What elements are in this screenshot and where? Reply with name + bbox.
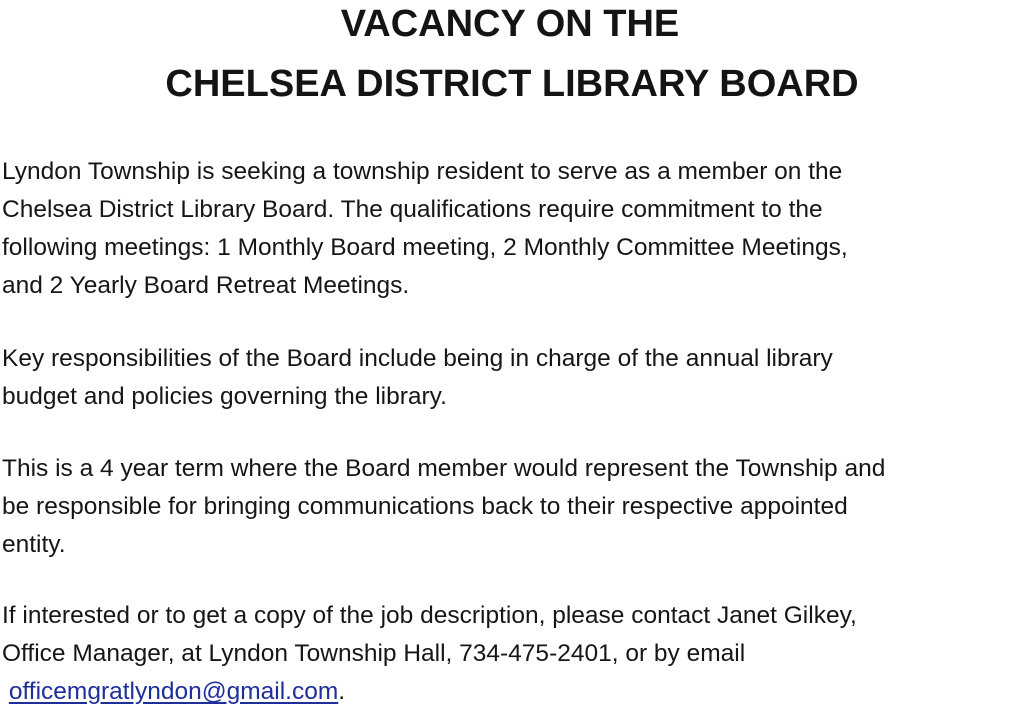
paragraph-contact	[2, 597, 1012, 711]
page-title-line-1: VACANCY ON THE	[340, 3, 680, 45]
email-line	[2, 673, 1012, 711]
paragraph-line: entity.	[2, 531, 66, 558]
paragraph-qualifications	[2, 153, 1012, 305]
paragraph-responsibilities	[2, 340, 1012, 416]
paragraph-line: If interested or to get a copy of the job description, please contact Janet Gilkey,	[2, 602, 857, 629]
paragraph-line: Lyndon Township is seeking a township resident to serve as a member on the	[2, 158, 843, 185]
paragraph-line: This is a 4 year term where the Board member would represent the Township and	[2, 455, 886, 482]
paragraph-line: Office Manager, at Lyndon Township Hall, 734-475-2401, or by email	[2, 640, 746, 667]
paragraph-line: and 2 Yearly Board Retreat Meetings.	[2, 272, 410, 299]
paragraph-term	[2, 450, 1012, 564]
paragraph-line: budget and policies governing the library.	[2, 383, 447, 410]
paragraph-line: following meetings: 1 Monthly Board meeting, 2 Monthly Committee Meetings,	[2, 234, 848, 261]
paragraph-line: Key responsibilities of the Board include being in charge of the annual library	[2, 345, 833, 372]
email-trailing-period: .	[338, 678, 346, 705]
page-title-line-2: CHELSEA DISTRICT LIBRARY BOARD	[165, 63, 859, 105]
email-link[interactable]: officemgratlyndon@gmail.com	[8, 678, 339, 705]
paragraph-line: be responsible for bringing communications back to their respective appointed	[2, 493, 848, 520]
paragraph-line: Chelsea District Library Board. The qualifications require commitment to the	[2, 196, 823, 223]
